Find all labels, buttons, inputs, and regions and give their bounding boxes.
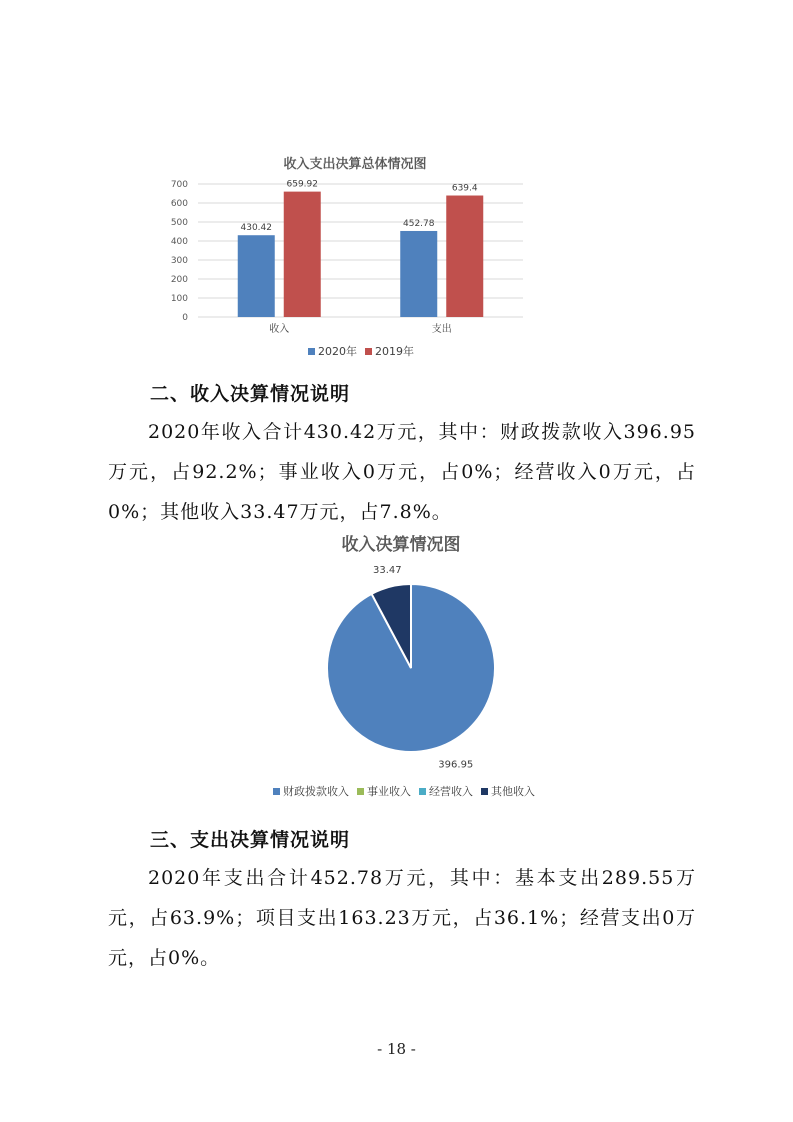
x-category-label: 支出 [431, 324, 452, 335]
legend-label-other: 其他收入 [491, 785, 535, 798]
legend-swatch-operating [419, 788, 426, 795]
x-category-label: 收入 [269, 324, 290, 335]
bar-chart-legend [308, 343, 414, 359]
bar-data-label: 659.92 [286, 179, 318, 190]
legend-swatch-2020 [308, 348, 315, 355]
page-number: - 18 - [377, 1040, 416, 1058]
legend-item-operating [419, 783, 473, 799]
bar [284, 192, 321, 317]
expenditure-paragraph: 2020年支出合计452.78万元，其中：基本支出289.55万元，占63.9%；项目支出163.23万元，占36.1%；经营支出0万元，占0%。 [108, 867, 696, 969]
pie-chart-title: 收入决算情况图 [341, 535, 461, 555]
bar-data-label: 639.4 [451, 183, 478, 194]
legend-label-2019: 2019年 [375, 345, 414, 358]
y-tick-label: 300 [170, 256, 188, 266]
y-tick-label: 400 [170, 237, 188, 247]
legend-swatch-other [481, 788, 488, 795]
legend-item-business [357, 783, 411, 799]
legend-swatch-2019 [365, 348, 372, 355]
pie-data-label: 33.47 [372, 564, 402, 576]
pie-chart-legend [273, 783, 535, 799]
legend-swatch-business [357, 788, 364, 795]
bar-chart [165, 172, 545, 362]
y-tick-label: 600 [170, 199, 188, 209]
bar [238, 235, 275, 317]
income-paragraph: 2020年收入合计430.42万元，其中：财政拨款收入396.95万元，占92.2%；事业收入0万元，占0%；经营收入0万元，占0%；其他收入33.47万元，占7.8%。 [108, 421, 696, 523]
pie-chart [300, 560, 560, 770]
pie-data-label: 396.95 [438, 759, 474, 770]
section-heading-expenditure: 三、支出决算情况说明 [150, 829, 351, 851]
legend-item-2020 [308, 343, 357, 359]
bar-data-label: 452.78 [403, 218, 435, 229]
legend-item-other [481, 783, 535, 799]
section-heading-income: 二、收入决算情况说明 [150, 383, 351, 405]
legend-item-2019 [365, 343, 414, 359]
y-tick-label: 0 [182, 313, 188, 323]
legend-label-2020: 2020年 [318, 345, 357, 358]
bar [446, 196, 483, 317]
legend-label-fiscal: 财政拨款收入 [283, 785, 349, 798]
bar [400, 231, 437, 317]
legend-item-fiscal [273, 783, 349, 799]
y-tick-label: 200 [170, 275, 188, 285]
legend-label-operating: 经营收入 [429, 785, 473, 798]
legend-swatch-fiscal [273, 788, 280, 795]
legend-label-business: 事业收入 [367, 785, 411, 798]
y-tick-label: 700 [170, 180, 188, 190]
y-tick-label: 100 [170, 294, 188, 304]
bar-chart-title: 收入支出决算总体情况图 [283, 157, 427, 172]
y-tick-label: 500 [170, 218, 188, 228]
bar-data-label: 430.42 [240, 223, 272, 234]
